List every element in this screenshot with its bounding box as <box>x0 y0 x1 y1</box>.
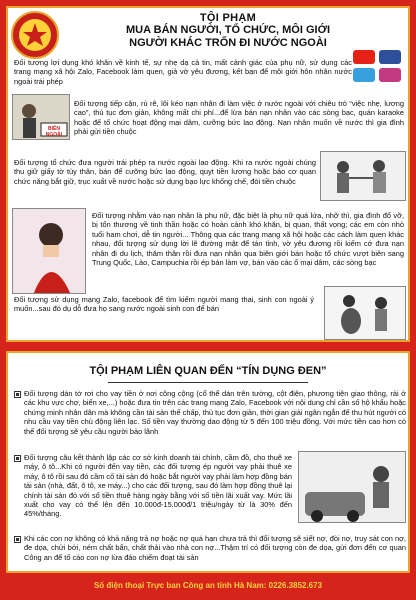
youtube-icon <box>353 50 375 64</box>
section1-paragraph-1: Đối tượng lợi dụng khó khăn về kinh tế, sự nhẹ dạ cả tin, mất cảnh giác của phụ nữ, sử dụng các trang mạng xã hội Zalo, Facebook làm quen, giả vờ yêu đương, kết bạn để môi giới hôn nhân nước ngoài trái phép <box>14 58 352 86</box>
section2-paragraph-3: Khi các con nợ không có khả năng trả nợ hoặc nợ quá hạn chưa trả thì đối tượng sẽ siết nợ, đòi nợ, truy sát con nợ, đe dọa, chửi bới, ném chất bẩn, chất thải vào nhà con nợ...Thậm trí có đối tượng còn đe dọa, gửi đơn đến cơ quan Công an để tố cáo con nợ lừa đảo chiếm đoạt tài sản <box>24 534 406 562</box>
bullet-icon <box>14 536 21 543</box>
trafficking-section <box>6 6 410 342</box>
illustration-labor <box>320 151 406 201</box>
title-underline <box>108 382 308 383</box>
title-line1: TỘI PHẠM <box>199 12 257 24</box>
section1-paragraph-3: Đối tượng tổ chức đưa người trái phép ra nước ngoài lao động. Khi ra nước ngoài chúng thu giữ giấy tờ tùy thân, bán để cưỡng bức lao động, quỵt tiền lương hoặc báo cơ quan chức năng bắt giữ, trục xuất về nước hoặc sử dụng bạo lực khống chế, đòi tiền chuộc <box>14 158 316 186</box>
section1-paragraph-5: Đối tượng sử dụng mạng Zalo, facebook để tìm kiếm người mang thai, sinh con ngoài ý muốn...sau đó dụ dỗ đưa họ sang nước ngoài sinh con để bán <box>14 295 314 314</box>
section2-paragraph-1: Đối tượng dán tờ rơi cho vay tiền ở nơi công cộng (cổ thể dán trên tường, cột điện, phương tiện giao thông, rải ở các khu vực chợ, biển xe,...) hoặc đưa tin trên các trang mạng Zalo, Facebook với nội dung chỉ cần số hộ khẩu hoặc chứng minh nhân dân mà không cần tài sản thế chấp, thủ tục đơn giản, thời gian giải ngân ngắn để thu hút người có nhu cầu vay tiền chủ động liên lạc. Số tiền vay thường dao động từ 5 đến 100 triệu đồng. Với mức tiền cao hơn có thể đối tượng sẽ yêu cầu người bảo lãnh <box>24 389 406 436</box>
section1-paragraph-4: Đối tượng nhằm vào nạn nhân là phụ nữ, đặc biệt là phụ nữ quá lứa, nhỡ thì, gia đình đổ vỡ, bị tổn thương về tinh thần hoặc có hoàn cảnh khó khăn, bị quan, thất vọng; các em còn nhỏ tuổi ham chơi, dễ tin người... Thông qua các trang mạng xã hội hoặc các cách làm quen khác nhau, đối tượng sử dụng lời lẽ đường mật để tán tỉnh, vờ yêu đương rồi kiếm cớ đưa nạn nhân đi du lịch, thăm thân rồi đưa nạn nhân qua biên giới bán hoặc tổ chức vượt biên sang Trung Quốc, Lào, Campuchia rồi ép bán làm vợ, bán vào các ổ mại dâm, các sòng bạc <box>92 211 404 268</box>
hotline-footer: Số điện thoại Trực ban Công an tỉnh Hà Nam: 0226.3852.673 <box>93 581 323 590</box>
illustration-abroad <box>12 94 70 140</box>
section2-paragraph-2: Đối tượng câu kết thành lập các cơ sở kinh doanh tài chính, cầm đồ, cho thuê xe máy, ô tô...Khi có người đến vay tiền, các đối tượng ép người vay phải thuê xe máy, ô tô rồi sau đó cầm cố tài sản đó hoặc bắt người vay phải làm hợp đồng bán tài sản (nhà, đất, ô tô, xe máy...) cho các đối tượng, sau đó làm hợp đồng thuê lại chính tài sản đó với số tiền thuê hàng ngày bằng với số tiền lãi xuất vay. Mức lãi xuất cho vay có thể lên đến 10.000đ-15.000đ/1 triệu/ngày từ là 30% đến 45%/tháng. <box>24 453 292 519</box>
black-credit-section <box>6 351 410 573</box>
twitter-icon <box>353 68 375 82</box>
illustration-debt-collection <box>298 451 406 523</box>
illustration-victim <box>12 208 86 294</box>
instagram-icon <box>379 68 401 82</box>
illustration-sign-text: BIÊN NGOÀI <box>45 126 63 138</box>
bullet-icon <box>14 391 21 398</box>
title-line3: NGƯỜI KHÁC TRỐN ĐI NƯỚC NGOÀI <box>129 37 327 49</box>
title-line2: MUA BÁN NGƯỜI, TỔ CHỨC, MÔI GIỚI <box>125 24 331 36</box>
section1-title <box>108 12 348 50</box>
bullet-icon <box>14 455 21 462</box>
social-icons <box>353 50 403 84</box>
section1-paragraph-2: Đối tượng tiếp cận, rủ rê, lôi kéo nạn nhân đi làm việc ở nước ngoài với chiêu trò “việc nhẹ, lương cao”, thủ tục đơn giản, không mất chi phí...để lừa bán nạn nhân vào các sòng bạc, quán karaoke hoặc để tổ chức hoạt động mại dâm, cưỡng bức lao động. Nạn nhân muốn về nước thì gia đình phải gửi tiền chuộc <box>74 99 404 137</box>
police-emblem-icon <box>10 10 60 60</box>
facebook-icon <box>379 50 401 64</box>
illustration-pregnant <box>324 286 406 340</box>
section2-title: TỘI PHẠM LIÊN QUAN ĐẾN “TÍN DỤNG ĐEN” <box>89 365 327 377</box>
